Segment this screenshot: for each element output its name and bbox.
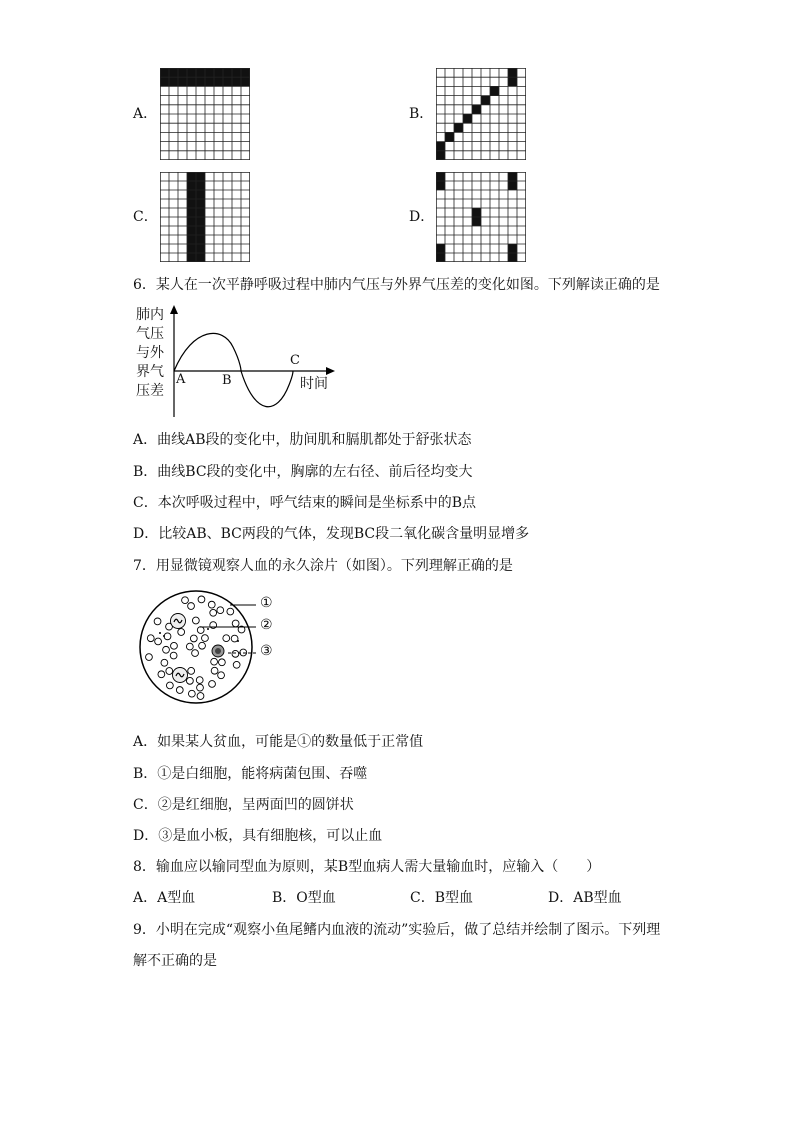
pressure-curve-graph — [165, 305, 340, 420]
ylabel-line: 气压 — [136, 326, 164, 342]
graph-ylabel — [134, 306, 166, 401]
label-1: ① — [260, 595, 273, 611]
grid-image-diagonal — [436, 68, 526, 160]
q7-option-c: C．②是红细胞，呈两面凹的圆饼状 — [133, 797, 354, 813]
ylabel-line: 肺内 — [136, 307, 164, 323]
q6-option-d: D．比较AB、BC两段的气体，发现BC段二氧化碳含量明显增多 — [133, 526, 530, 542]
q7-stem: 7．用显微镜观察人血的永久涂片（如图）。下列理解正确的是 — [133, 558, 513, 574]
q6-option-b: B．曲线BC段的变化中，胸廓的左右径、前后径均变大 — [133, 464, 473, 480]
point-c-label: C — [290, 353, 300, 368]
q8-option-c: C．B型血 — [410, 890, 473, 906]
q8-option-d: D．AB型血 — [548, 890, 622, 906]
option-letter: A． — [133, 106, 158, 122]
pressure-curve — [174, 333, 293, 406]
grid-image-top-row — [160, 68, 250, 160]
ylabel-line: 界气 — [136, 364, 164, 380]
y-axis-arrow — [170, 305, 178, 314]
option-letter: D． — [409, 209, 435, 225]
grid-image-vertical-band — [160, 172, 250, 262]
q6-option-c: C．本次呼吸过程中，呼气结束的瞬间是坐标系中的B点 — [133, 495, 476, 511]
q8-stem: 8．输血应以输同型血为原则，某B型血病人需大量输血时，应输入（ ） — [133, 859, 601, 875]
q9-stem-line-1: 9．小明在完成“观察小鱼尾鳍内血液的流动”实验后，做了总结并绘制了图示。下列理 — [133, 922, 661, 938]
point-a-label: A — [176, 372, 186, 387]
x-axis-label: 时间 — [300, 376, 328, 392]
label-3: ③ — [260, 643, 273, 659]
q6-option-a: A．曲线AB段的变化中，肋间肌和膈肌都处于舒张状态 — [133, 432, 472, 448]
q7-option-b: B．①是白细胞，能将病菌包围、吞噬 — [133, 766, 368, 782]
q7-option-a: A．如果某人贫血，可能是①的数量低于正常值 — [133, 734, 424, 750]
ylabel-line: 与外 — [136, 345, 164, 361]
option-letter: B． — [409, 106, 434, 122]
q8-option-b: B．O型血 — [272, 890, 336, 906]
q8-option-a: A．A型血 — [133, 890, 196, 906]
leader-lines — [200, 594, 260, 664]
point-b-label: B — [222, 373, 232, 388]
label-2: ② — [260, 617, 273, 633]
q9-stem-line-2: 解不正确的是 — [133, 953, 217, 969]
option-letter: C． — [133, 209, 158, 225]
grid-image-corners-center — [436, 172, 526, 262]
q7-option-d: D．③是血小板，具有细胞核，可以止血 — [133, 828, 383, 844]
ylabel-line: 压差 — [136, 383, 164, 399]
q6-stem: 6．某人在一次平静呼吸过程中肺内气压与外界气压差的变化如图。下列解读正确的是 — [133, 277, 660, 293]
